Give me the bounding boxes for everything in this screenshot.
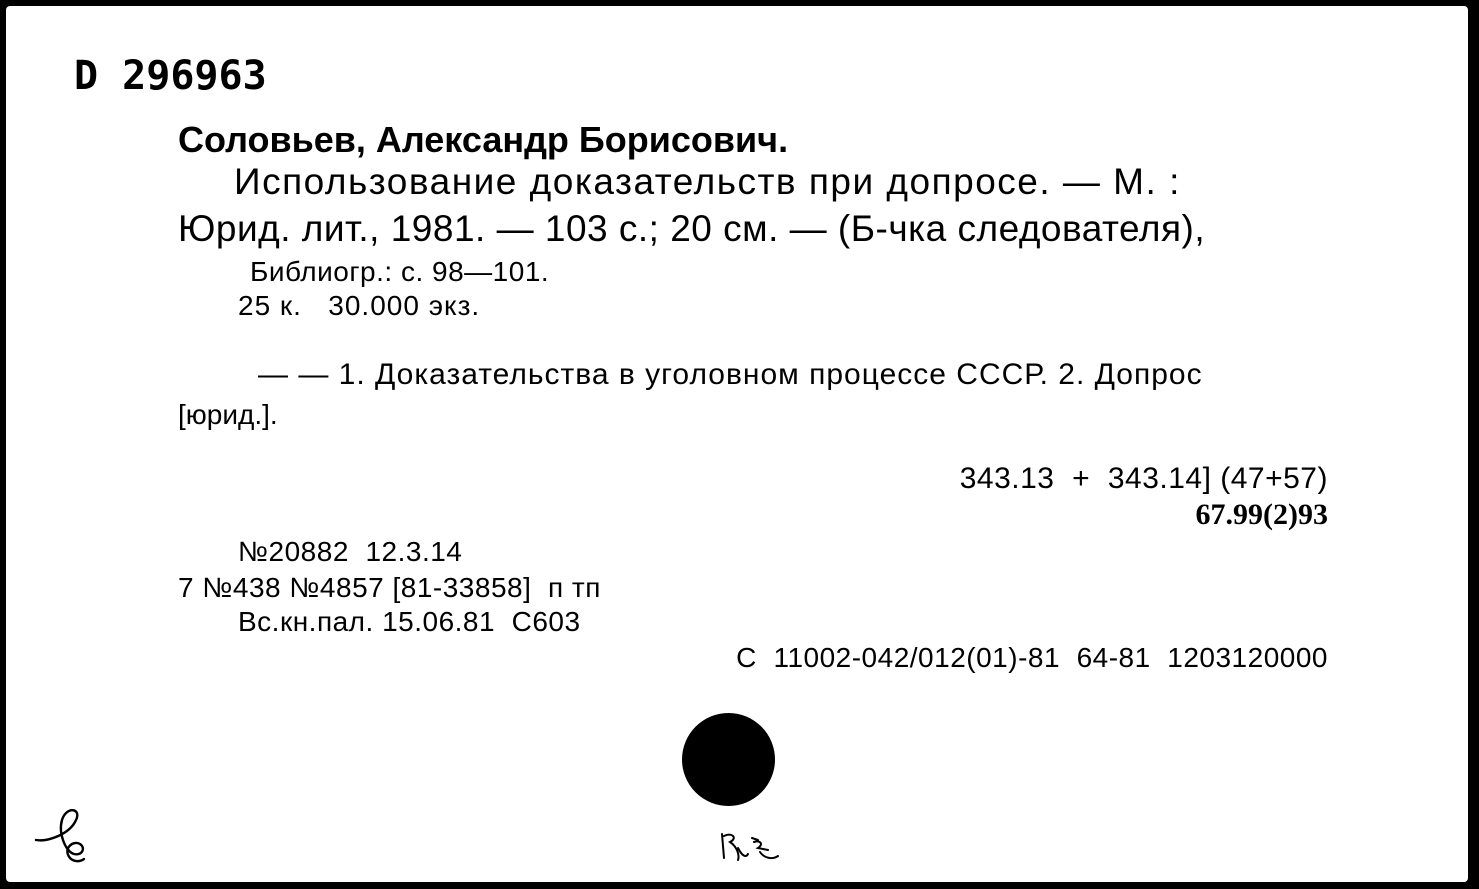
catalog-card	[6, 6, 1468, 882]
title-statement: Использование доказательств при допросе. — М. :	[234, 161, 1181, 202]
call-number: D 296963	[74, 53, 267, 99]
catalog-code: С 11002-042/012(01)-81 64-81 1203120000	[736, 642, 1328, 673]
bibliography-note: Библиогр.: с. 98—101.	[250, 256, 550, 287]
print-info: 7 №438 №4857 [81-33858] п тп	[178, 572, 601, 603]
subject-headings: — — 1. Доказательства в уголовном процессе СССР. 2. Допрос	[258, 358, 1203, 391]
handwritten-l-mark	[30, 804, 90, 866]
order-number: №20882 12.3.14	[238, 536, 463, 567]
publication-statement: Юрид. лит., 1981. — 103 с.; 20 см. — (Б-чка следователя),	[178, 208, 1206, 249]
bbk-classification: 67.99(2)93	[1195, 498, 1328, 531]
handwritten-initials	[718, 828, 784, 866]
author-heading: Соловьев, Александр Борисович.	[178, 119, 789, 160]
subject-headings-continued: [юрид.].	[178, 399, 278, 430]
punch-hole	[682, 713, 775, 806]
book-chamber-line: Вс.кн.пал. 15.06.81 С603	[238, 606, 581, 637]
udc-classification: 343.13 + 343.14] (47+57)	[959, 462, 1328, 495]
price-print-run: 25 к. 30.000 экз.	[238, 290, 481, 321]
